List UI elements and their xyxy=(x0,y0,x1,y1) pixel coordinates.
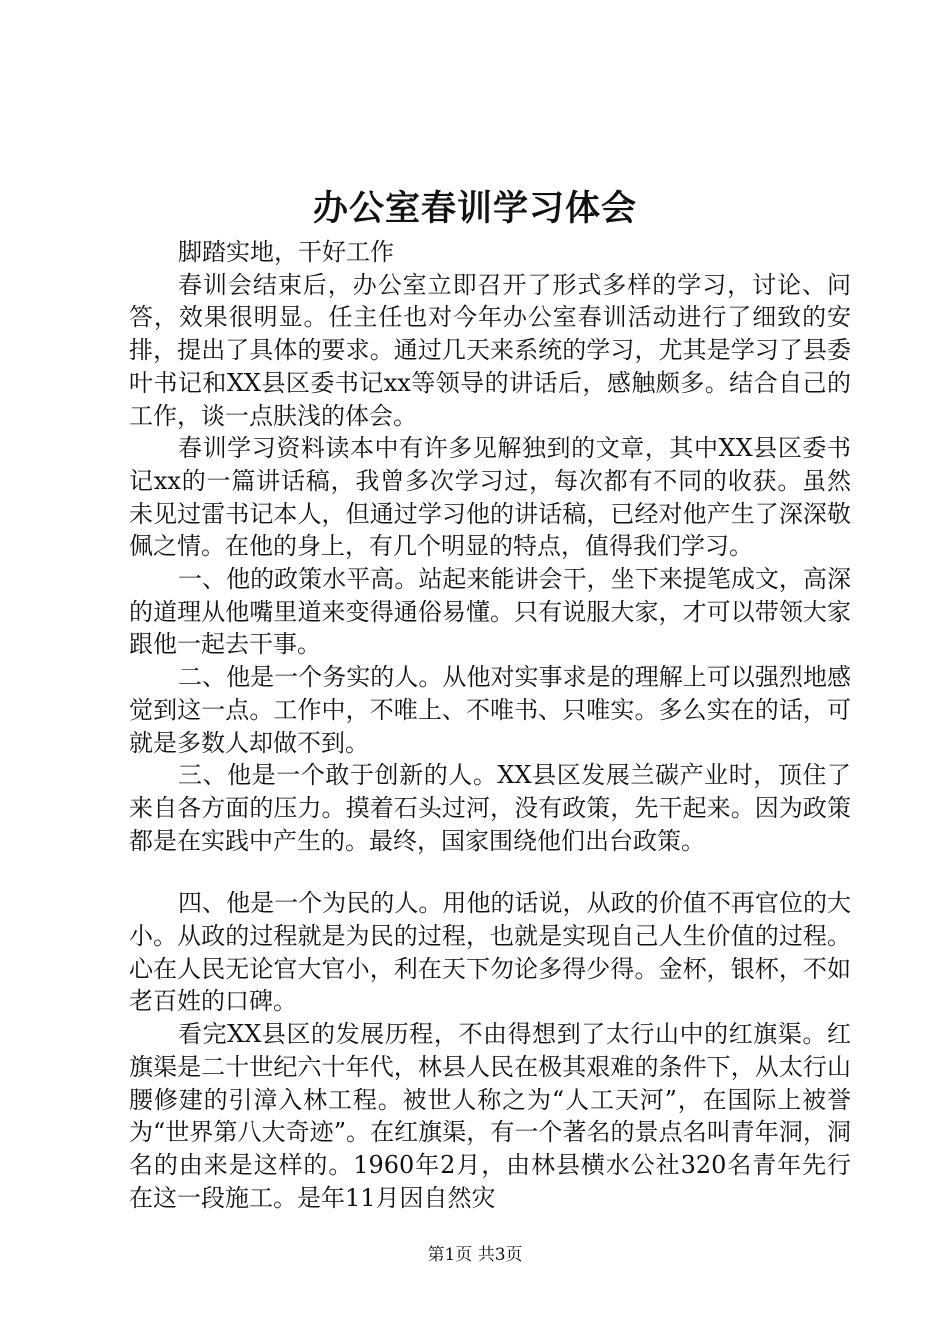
body-paragraph: 一、他的政策水平高。站起来能讲会干，坐下来提笔成文，高深的道理从他嘴里道来变得通俗易懂。只有说服大家，才可以带领大家跟他一起去干事。 xyxy=(129,565,851,659)
body-paragraph: 三、他是一个敢于创新的人。XX县区发展兰碳产业时，顶住了来自各方面的压力。摸着石头过河，没有政策，先干起来。因为政策都是在实践中产生的。最终，国家围绕他们出台政策。 xyxy=(129,761,851,855)
subtitle-paragraph: 脚踏实地，干好工作 xyxy=(178,238,394,266)
body-paragraph: 看完XX县区的发展历程，不由得想到了太行山中的红旗渠。红旗渠是二十世纪六十年代，林县人民在极其艰难的条件下，从太行山腰修建的引漳入林工程。被世人称之为“人工天河”，在国际上被誉为“世界第八大奇迹”。在红旗渠，有一个著名的景点名叫青年洞，洞名的由来是这样的。1960年2月，由林县横水公社320名青年先行在这一段施工。是年11月因自然灾 xyxy=(129,1020,851,1212)
document-title: 办公室春训学习体会 xyxy=(312,188,637,229)
document-body xyxy=(129,236,851,1214)
body-paragraph: 四、他是一个为民的人。用他的话说，从政的价值不再官位的大小。从政的过程就是为民的过程，也就是实现自己人生价值的过程。心在人民无论官大官小，利在天下勿论多得少得。金杯，银杯，不如老百姓的口碑。 xyxy=(129,889,851,1016)
body-paragraph: 春训会结束后，办公室立即召开了形式多样的学习，讨论、问答，效果很明显。任主任也对今年办公室春训活动进行了细致的安排，提出了具体的要求。通过几天来系统的学习，尤其是学习了县委叶书记和XX县区委书记xx等领导的讲话后，感触颇多。结合自己的工作，谈一点肤浅的体会。 xyxy=(129,270,851,430)
body-paragraph: 春训学习资料读本中有许多见解独到的文章，其中XX县区委书记xx的一篇讲话稿，我曾多次学习过，每次都有不同的收获。虽然未见过雷书记本人，但通过学习他的讲话稿，已经对他产生了深深敬佩之情。在他的身上，有几个明显的特点，值得我们学习。 xyxy=(129,434,851,561)
body-paragraph: 二、他是一个务实的人。从他对实事求是的理解上可以强烈地感觉到这一点。工作中，不唯上、不唯书、只唯实。多么实在的话，可就是多数人却做不到。 xyxy=(129,663,851,757)
page-number-footer: 第1页 共3页 xyxy=(427,1245,523,1265)
